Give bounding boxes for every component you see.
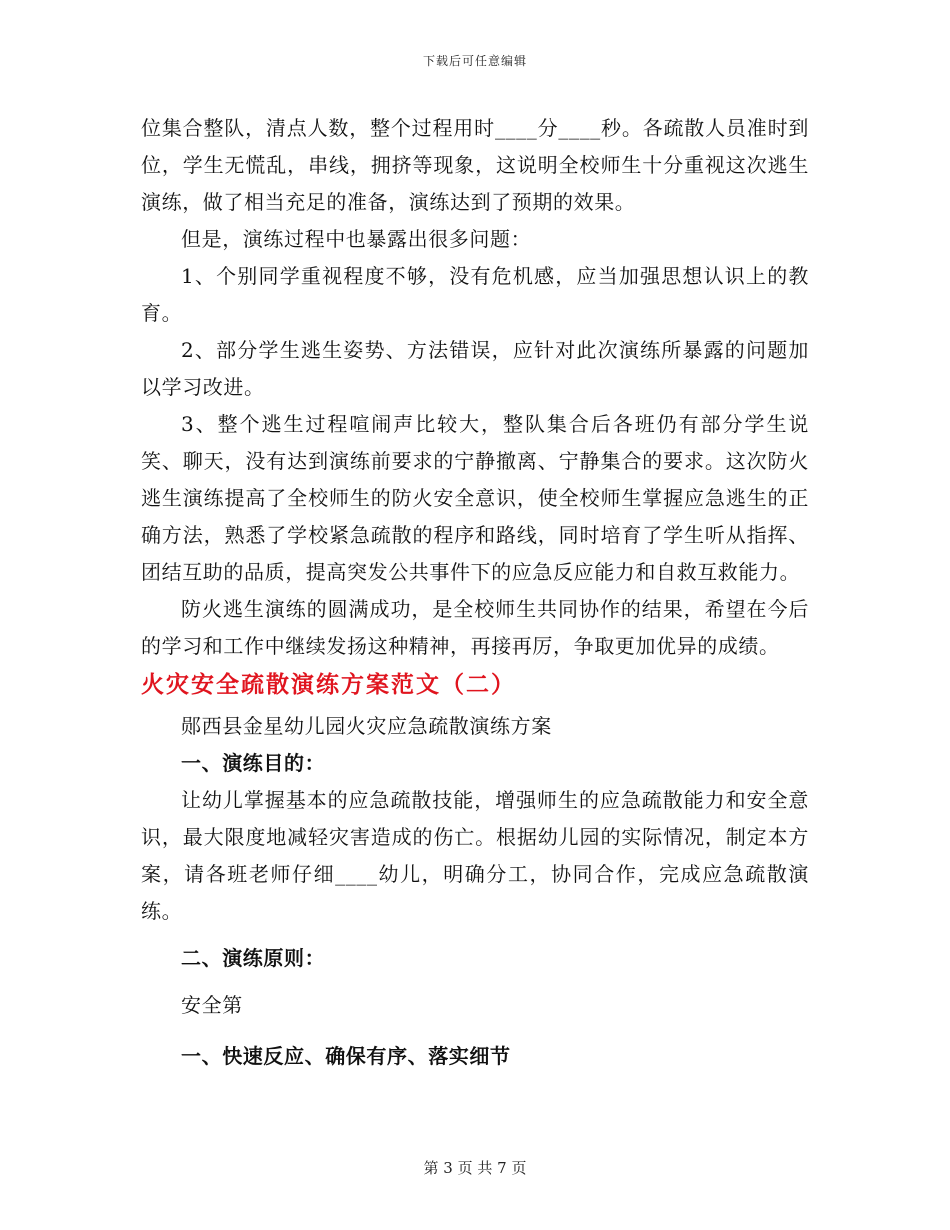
plan-name: 郧西县金星幼儿园火灾应急疏散演练方案: [181, 714, 552, 738]
principle-subheading: 一、快速反应、确保有序、落实细节: [181, 1044, 511, 1068]
purpose-heading: 一、演练目的：: [181, 751, 326, 775]
paragraph-problem-1: 1、个别同学重视程度不够，没有危机感，应当加强思想认识上的教育。: [141, 264, 809, 325]
principle-heading: 二、演练原则：: [181, 946, 326, 970]
purpose-text: 让幼儿掌握基本的应急疏散技能，增强师生的应急疏散能力和安全意识，最大限度地减轻灾害造成的伤亡。根据幼儿园的实际情况，制定本方案，请各班老师仔细____幼儿，明确分工，协同合作，完成应急疏散演练。: [141, 788, 809, 923]
page-header: 下载后可任意编辑: [422, 54, 527, 68]
paragraph-problem-2: 2、部分学生逃生姿势、方法错误，应针对此次演练所暴露的问题加以学习改进。: [141, 338, 809, 399]
paragraph-conclusion: 防火逃生演练的圆满成功，是全校师生共同协作的结果，希望在今后的学习和工作中继续发扬这种精神，再接再厉，争取更加优异的成绩。: [141, 597, 809, 658]
document-body: [141, 110, 809, 1075]
page-footer: 第 3 页 共 7 页: [423, 1159, 527, 1177]
paragraph-problems-intro: 但是，演练过程中也暴露出很多问题：: [181, 227, 532, 251]
section-title: 火灾安全疏散演练方案范文（二）: [141, 671, 516, 698]
paragraph-drill-summary: 位集合整队，清点人数，整个过程用时____分____秒。各疏散人员准时到位，学生无慌乱，串线，拥挤等现象，这说明全校师生十分重视这次逃生演练，做了相当充足的准备，演练达到了预期的效果。: [141, 116, 809, 214]
paragraph-problem-3: 3、整个逃生过程喧闹声比较大，整队集合后各班仍有部分学生说笑、聊天，没有达到演练前要求的宁静撤离、宁静集合的要求。这次防火逃生演练提高了全校师生的防火安全意识，使全校师生掌握应急逃生的正确方法，熟悉了学校紧急疏散的程序和路线，同时培育了学生听从指挥、团结互助的品质，提高突发公共事件下的应急反应能力和自救互救能力。: [141, 412, 809, 584]
principle-text: 安全第: [181, 993, 243, 1017]
